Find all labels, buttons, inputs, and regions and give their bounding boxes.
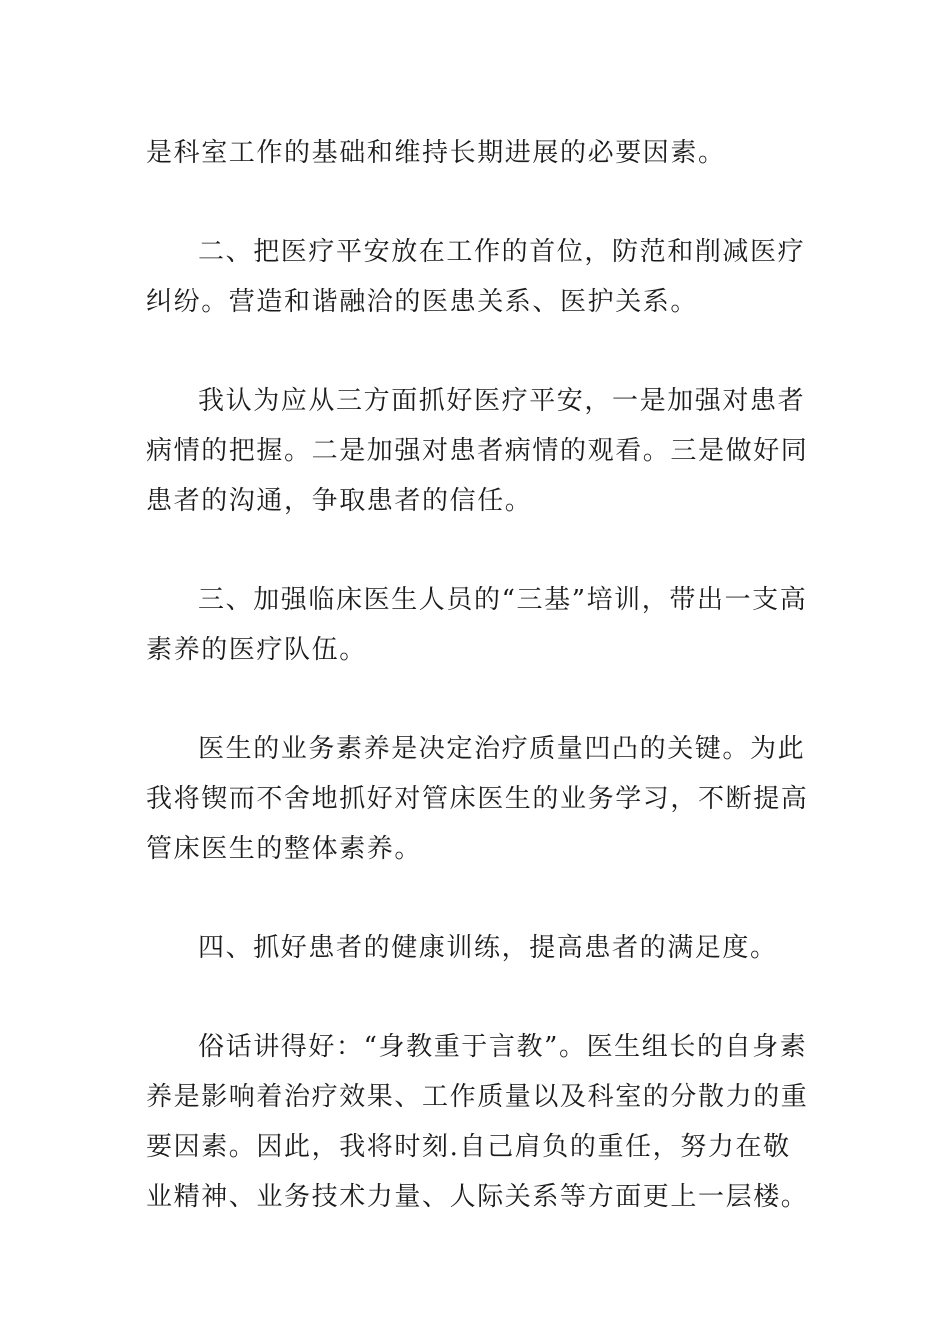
section-heading-4: 四、抓好患者的健康训练，提高患者的满足度。	[198, 933, 778, 963]
paragraph-leadership: 俗话讲得好：“身教重于言教”。医生组长的自身素养是影响着治疗效果、工作质量以及科室的分散力的重要因素。因此，我将时刻.自己肩负的重任，努力在敬业精神、业务技术力量、人际关系等方面更上一层楼。	[146, 1032, 809, 1212]
section-heading-2: 二、把医疗平安放在工作的首位，防范和削减医疗纠纷。营造和谐融洽的医患关系、医护关系。	[146, 237, 806, 317]
paragraph-continuation: 是科室工作的基础和维持长期进展的必要因素。	[146, 138, 726, 168]
paragraph-training: 医生的业务素养是决定治疗质量凹凸的关键。为此我将锲而不舍地抓好对管床医生的业务学习，不断提高管床医生的整体素养。	[146, 734, 809, 864]
paragraph-gap	[146, 675, 810, 724]
paragraph-gap	[146, 178, 810, 227]
paragraph-safety: 我认为应从三方面抓好医疗平安，一是加强对患者病情的把握。二是加强对患者病情的观看。三是做好同患者的沟通，争取患者的信任。	[146, 386, 809, 516]
paragraph-gap	[146, 327, 810, 376]
paragraph-gap	[146, 874, 810, 923]
document-body	[146, 128, 810, 1222]
paragraph-gap	[146, 973, 810, 1022]
paragraph-gap	[146, 526, 810, 575]
section-heading-3: 三、加强临床医生人员的“三基”培训，带出一支高素养的医疗队伍。	[146, 585, 808, 665]
